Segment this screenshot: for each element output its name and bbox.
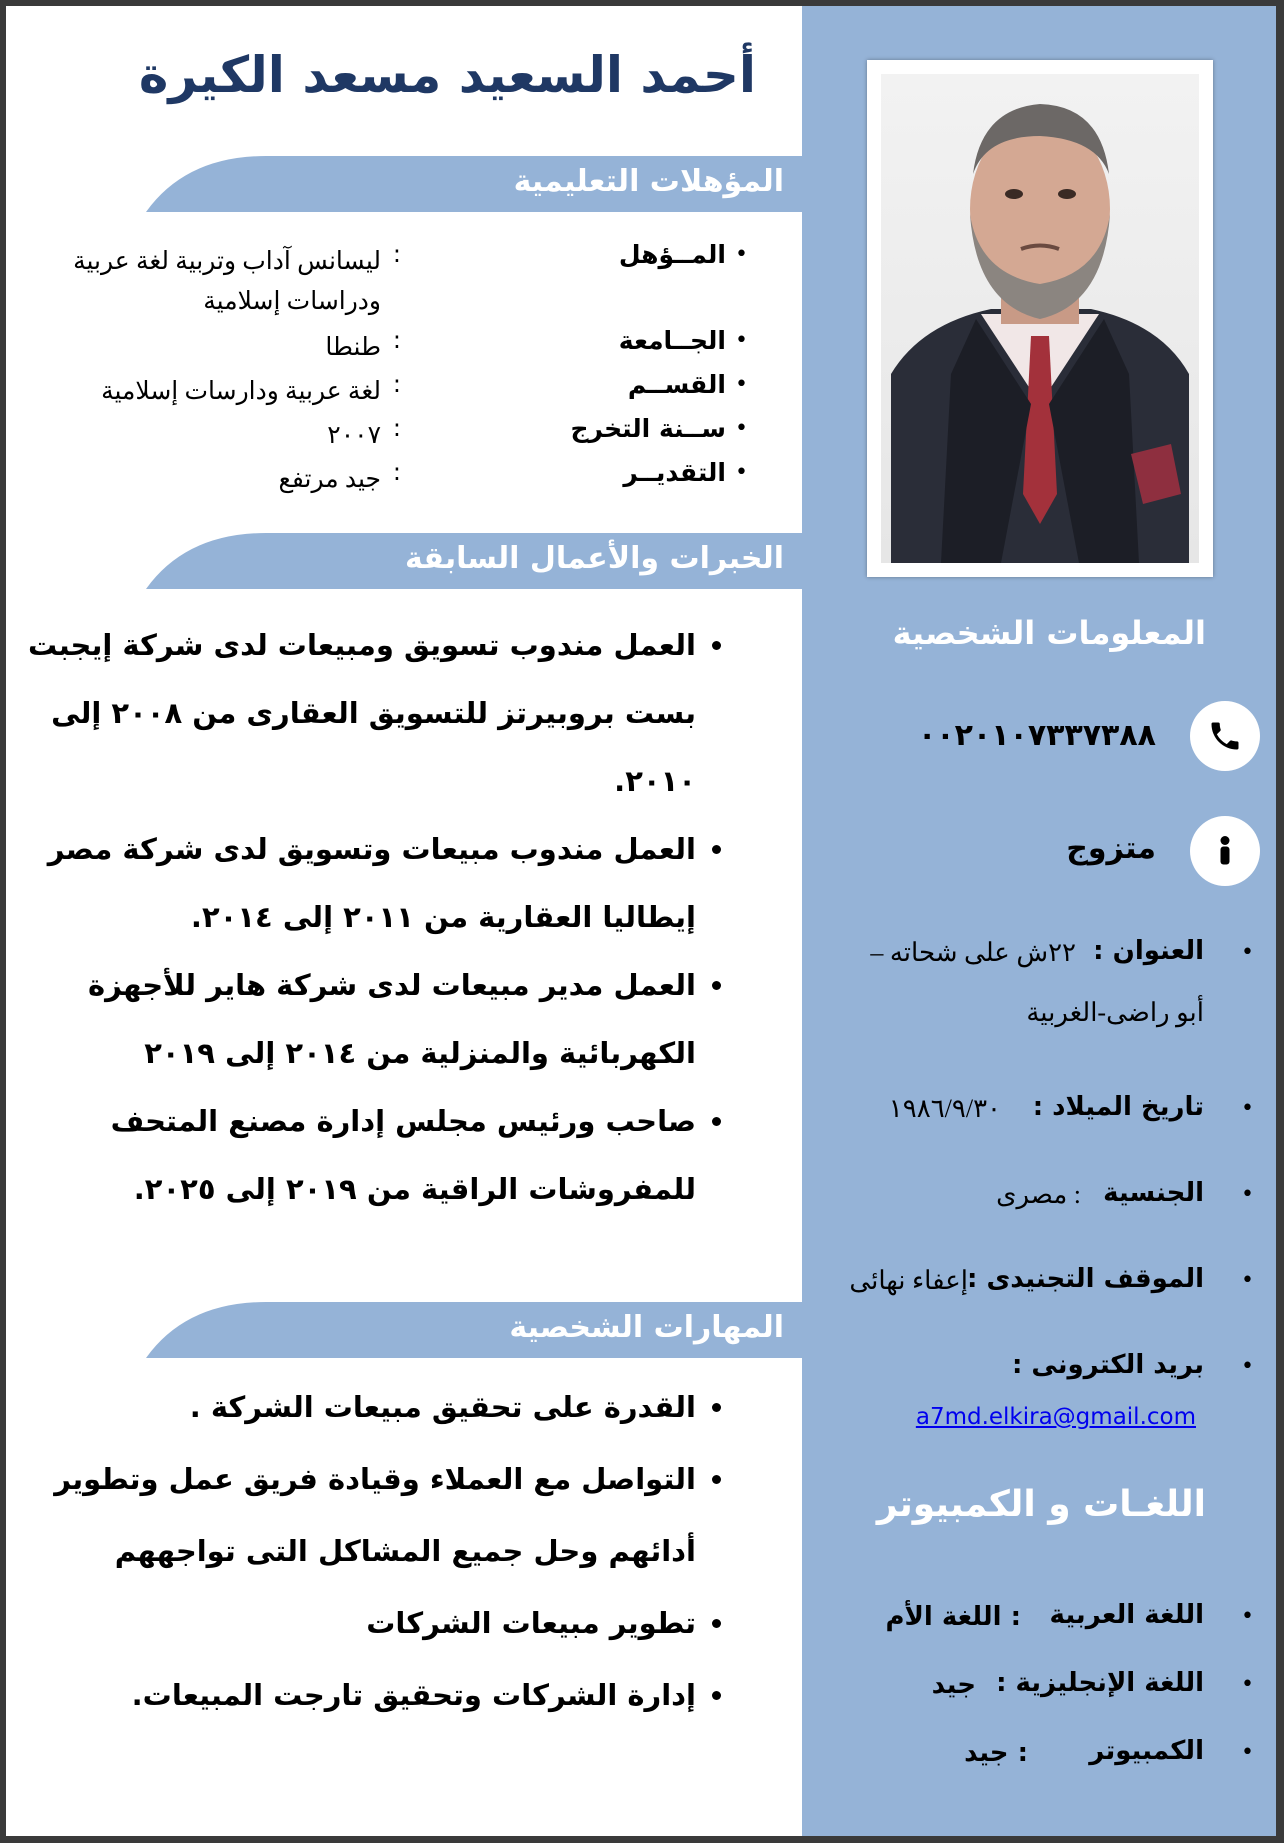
military-label: الموقف التجنيدى : — [967, 1264, 1204, 1294]
bullet: • — [1241, 1672, 1254, 1697]
bullet: • — [735, 460, 748, 485]
bullet: • — [1241, 1604, 1254, 1629]
experience-list — [6, 611, 746, 1223]
experience-item: • العمل مندوب مبيعات وتسويق لدى شركة مصر إيطاليا العقارية من ٢٠١١ إلى ٢٠١٤. — [6, 815, 696, 951]
phone-icon — [1190, 701, 1260, 771]
education-section-header — [146, 156, 802, 212]
skill-item: • التواصل مع العملاء وقيادة فريق عمل وتطوير أدائهم وحل جميع المشاكل التى تواجههم — [6, 1443, 696, 1587]
experience-item: • العمل مدير مبيعات لدى شركة هاير للأجهزة الكهربائية والمنزلية من ٢٠١٤ إلى ٢٠١٩ — [6, 951, 696, 1087]
bullet: • — [1241, 1268, 1254, 1293]
bullet: • — [1241, 1354, 1254, 1379]
colon: : — [392, 326, 401, 354]
colon: : — [392, 370, 401, 398]
education-title: المؤهلات التعليمية — [513, 164, 784, 199]
bullet: • — [1241, 1740, 1254, 1765]
bullet: • — [1241, 1182, 1254, 1207]
english-label: اللغة الإنجليزية : — [996, 1668, 1204, 1698]
experience-section-header — [146, 533, 802, 589]
bullet: • — [735, 242, 748, 267]
skill-item: • تطوير مبيعات الشركات — [6, 1587, 696, 1659]
colon: : — [392, 414, 401, 442]
arabic-label: اللغة العربية — [1049, 1600, 1204, 1630]
education-label: المــؤهل — [618, 240, 726, 269]
education-value: طنطا — [325, 334, 381, 361]
education-row — [6, 456, 786, 500]
skill-item: • إدارة الشركات وتحقيق تارجت المبيعات. — [6, 1659, 696, 1731]
marital-status: متزوج — [1066, 831, 1156, 866]
education-label: الجــامعة — [618, 326, 726, 355]
skills-title: المهارات الشخصية — [509, 1310, 784, 1345]
profile-photo — [867, 60, 1213, 577]
nationality-value: : مصرى — [996, 1180, 1081, 1209]
experience-item: • صاحب ورئيس مجلس إدارة مصنع المتحف للمفروشات الراقية من ٢٠١٩ إلى ٢٠٢٥. — [6, 1087, 696, 1223]
birth-label: تاريخ الميلاد : — [1032, 1092, 1204, 1122]
bullet: • — [1241, 1096, 1254, 1121]
birth-value: ١٩٨٦/٩/٣٠ — [888, 1094, 1001, 1123]
bullet: • — [735, 372, 748, 397]
skills-list — [6, 1371, 746, 1731]
education-label: ســنة التخرج — [570, 414, 726, 443]
arabic-value: : اللغة الأم — [885, 1602, 1021, 1632]
military-value: إعفاء نهائى — [849, 1266, 968, 1295]
education-row — [6, 238, 786, 322]
colon: : — [392, 458, 401, 486]
education-value: لغة عربية ودارسات إسلامية — [101, 378, 381, 405]
experience-item: • العمل مندوب تسويق ومبيعات لدى شركة إيجبت بست بروبيرتز للتسويق العقارى من ٢٠٠٨ إلى ٢٠١٠. — [6, 611, 696, 815]
person-name: أحمد السعيد مسعد الكيرة — [138, 46, 756, 104]
bullet: • — [735, 416, 748, 441]
colon: : — [392, 240, 401, 268]
languages-title: اللغـات و الكمبيوتر — [876, 1484, 1206, 1525]
education-row — [6, 324, 786, 368]
bullet: • — [1241, 940, 1254, 965]
computer-value: : جيد — [964, 1738, 1028, 1768]
personal-info-title: المعلومات الشخصية — [892, 614, 1206, 652]
education-value: ليسانس آداب وتربية لغة عربية ودراسات إسلامية — [73, 248, 381, 315]
email-label: بريد الكترونى : — [1011, 1350, 1204, 1380]
education-label: القســم — [627, 370, 726, 399]
email-link[interactable]: a7md.elkira@gmail.com — [915, 1404, 1196, 1430]
computer-label: الكمبيوتر — [1089, 1736, 1204, 1766]
skill-item: • القدرة على تحقيق مبيعات الشركة . — [6, 1371, 696, 1443]
nationality-label: الجنسية — [1103, 1178, 1204, 1208]
education-row — [6, 368, 786, 412]
address-line2: أبو راضى-الغربية — [1026, 998, 1204, 1027]
english-value: جيد — [931, 1670, 976, 1700]
phone-number: ٠٠٢٠١٠٧٣٣٧٣٨٨ — [917, 718, 1156, 753]
education-row — [6, 412, 786, 456]
cv-page — [6, 6, 1276, 1836]
skills-section-header — [146, 1302, 802, 1358]
portrait-image — [881, 74, 1199, 563]
education-value: جيد مرتفع — [278, 466, 381, 493]
address-row — [816, 934, 1276, 1027]
person-icon — [1190, 816, 1260, 886]
bullet: • — [735, 328, 748, 353]
education-value: ٢٠٠٧ — [327, 422, 381, 449]
address-line1: ٢٢ش على شحاته – — [870, 938, 1076, 967]
experience-title: الخبرات والأعمال السابقة — [405, 541, 784, 576]
address-label: العنوان : — [1093, 936, 1204, 966]
education-label: التقديــر — [623, 458, 726, 487]
